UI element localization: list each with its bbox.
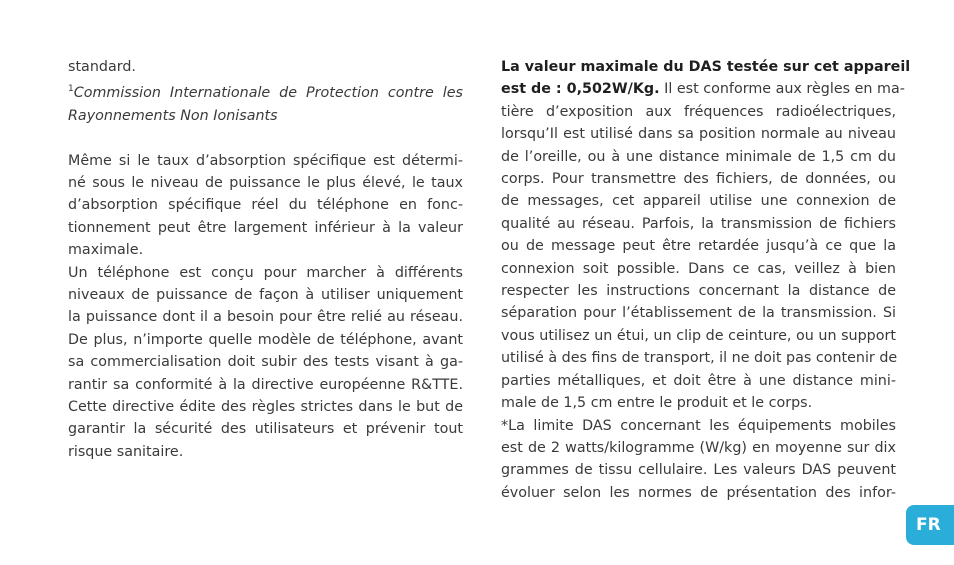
- text-line: vous utilisez un étui, un clip de ceinture, ou un support: [501, 327, 896, 344]
- language-tab: FR: [906, 505, 954, 545]
- text-line: grammes de tissu cellulaire. Les valeurs DAS peuvent: [501, 462, 896, 479]
- text-line: Cette directive édite des règles strictes dans le but de: [68, 399, 463, 416]
- text-line: maximale.: [68, 242, 144, 259]
- text-line: utilisé à des fins de transport, il ne doit pas contenir de: [501, 350, 898, 367]
- text-line: niveaux de puissance de façon à utiliser uniquement: [68, 287, 463, 304]
- text-line: Un téléphone est conçu pour marcher à différents: [68, 264, 463, 281]
- text-line: rantir sa conformité à la directive européenne R&TTE.: [68, 376, 463, 393]
- text-line: garantir la sécurité des utilisateurs et prévenir tout: [68, 421, 463, 438]
- footnote-marker: 1: [68, 84, 74, 95]
- text-line: la puissance dont il a besoin pour être relié au réseau.: [68, 309, 463, 326]
- left-column: [68, 56, 463, 463]
- text-line: parties métalliques, et doit être à une distance mini-: [501, 372, 896, 389]
- text-line: [501, 78, 905, 100]
- text-segment: Il est conforme aux règles en ma-: [659, 81, 905, 98]
- footnote-line: Rayonnements Non Ionisants: [68, 107, 278, 124]
- text-line: qualité au réseau. Parfois, la transmission de fichiers: [501, 215, 896, 232]
- text-line: tionnement peut être largement inférieur à la valeur: [68, 219, 463, 236]
- text-line: évoluer selon les normes de présentation des infor-: [501, 484, 896, 501]
- text-line: d’absorption spécifique réel du téléphone en fonc-: [68, 197, 463, 214]
- text-line: tière d’exposition aux fréquences radioélectriques,: [501, 103, 896, 120]
- paragraph-spacer: [68, 127, 463, 149]
- text-line: Même si le taux d’absorption spécifique est détermi-: [68, 152, 463, 169]
- text-line: séparation pour l’établissement de la transmission. Si: [501, 305, 896, 322]
- text-line: De plus, n’importe quelle modèle de téléphone, avant: [68, 331, 463, 348]
- text-line: risque sanitaire.: [68, 443, 184, 460]
- text-line: de l’oreille, ou à une distance minimale de 1,5 cm du: [501, 148, 896, 165]
- text-line: lorsqu’Il est utilisé dans sa position normale au niveau: [501, 126, 896, 143]
- text-line: de messages, cet appareil utilise une connexion de: [501, 193, 896, 210]
- text-line: respecter les instructions concernant la distance de: [501, 283, 896, 300]
- text-line: corps. Pour transmettre des fichiers, de données, ou: [501, 171, 896, 188]
- footnote-text: Commission Internationale de Protection contre les: [73, 85, 463, 102]
- das-heading-line: La valeur maximale du DAS testée sur cet appareil: [501, 59, 911, 75]
- text-line: connexion soit possible. Dans ce cas, veillez à bien: [501, 260, 896, 277]
- footnote-line: [68, 78, 463, 104]
- text-line: *La limite DAS concernant les équipements mobiles: [501, 417, 896, 434]
- text-line: est de 2 watts/kilogramme (W/kg) en moyenne sur dix: [501, 439, 896, 456]
- text-line: sa commercialisation doit subir des tests visant à ga-: [68, 354, 463, 371]
- text-line: male de 1,5 cm entre le produit et le corps.: [501, 395, 813, 412]
- right-column: [501, 56, 911, 504]
- text-line: standard.: [68, 59, 136, 75]
- das-value: est de : 0,502W/Kg.: [501, 81, 660, 98]
- text-line: né sous le niveau de puissance le plus élevé, le taux: [68, 175, 463, 192]
- text-line: ou de message peut être retardée jusqu’à ce que la: [501, 238, 896, 255]
